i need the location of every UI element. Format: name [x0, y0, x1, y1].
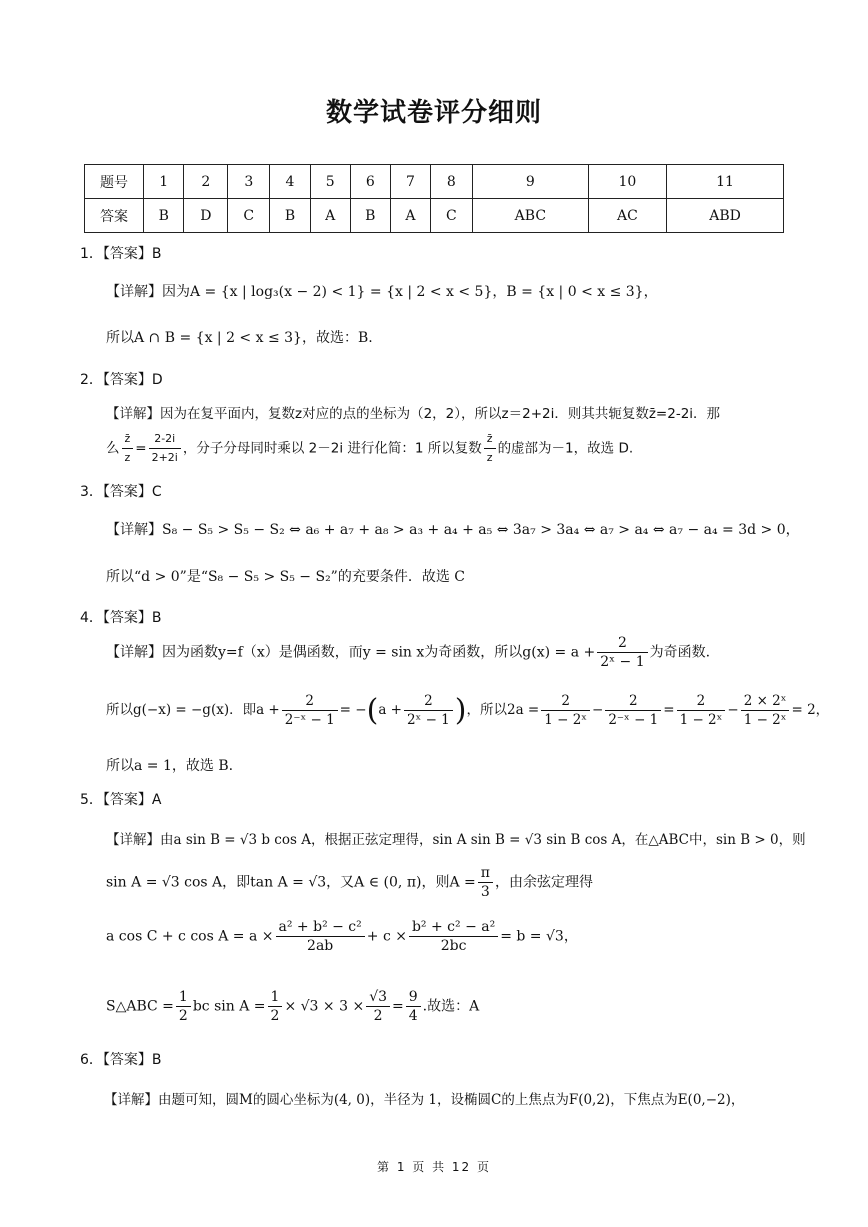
fraction-numerator: π: [478, 864, 493, 883]
table-cell: C: [430, 199, 472, 233]
q4-l2-text-c: a +: [378, 702, 402, 718]
table-cell: 3: [228, 165, 270, 199]
right-paren: ): [454, 693, 467, 728]
table-cell: 7: [391, 165, 431, 199]
fraction-denominator: 2ˣ − 1: [600, 654, 645, 670]
q4-l2-text-h: = 2，: [791, 702, 830, 718]
q5-detail-line-2: [106, 864, 593, 901]
fraction-numerator: 2 × 2ˣ: [741, 692, 790, 711]
table-cell: A: [310, 199, 350, 233]
q2-z-fraction: [484, 430, 496, 467]
q4-l1-text-a: 【详解】因为函数y=f（x）是偶函数，而y = sin x为奇函数，所以g(x) = a +: [106, 644, 596, 661]
fraction-numerator: 1: [268, 988, 283, 1007]
q4-l1-text-b: 为奇函数.: [649, 644, 711, 661]
table-cell: 5: [310, 165, 350, 199]
left-paren: (: [366, 693, 379, 728]
fraction-denominator: 1 − 2ˣ: [743, 712, 787, 728]
q4-detail-line-1: [106, 634, 710, 671]
fraction-numerator: 2: [677, 692, 726, 711]
q1-detail-line-2: 所以A ∩ B = {x | 2 < x ≤ 3}，故选：B.: [106, 330, 373, 346]
q3-answer-heading: 3．【答案】C: [80, 484, 162, 500]
table-cell: B: [350, 199, 390, 233]
q5-fraction: [276, 918, 365, 955]
fraction-numerator: 9: [406, 988, 421, 1007]
q5-fraction: [409, 918, 498, 955]
table-cell: 1: [144, 165, 184, 199]
fraction-numerator: 2: [404, 692, 453, 711]
q4-fraction: [282, 692, 338, 729]
fraction-denominator: 2: [270, 1008, 280, 1024]
table-cell: 6: [350, 165, 390, 199]
table-cell: 2: [184, 165, 228, 199]
fraction-denominator: 2ˣ − 1: [406, 712, 450, 728]
q2-text-a: 么: [106, 440, 120, 457]
q2-detail-line-1: 【详解】因为在复平面内，复数z对应的点的坐标为（2，2），所以z＝2+2i．则其共轭复数z̄=2-2i．那: [106, 406, 721, 422]
fraction-numerator: 2: [605, 692, 661, 711]
q5-detail-line-1: 【详解】由a sin B = √3 b cos A，根据正弦定理得，sin A sin B = √3 sin B cos A，在△ABC中，sin B > 0，则: [106, 832, 806, 848]
q3-detail-line-2: 所以“d > 0”是“S₈ − S₅ > S₅ − S₂”的充要条件．故选 C: [106, 569, 465, 585]
q4-l2-text-g: −: [727, 702, 739, 718]
fraction-numerator: 2: [282, 692, 338, 711]
q2-ratio-fraction: [122, 430, 134, 467]
q5-fraction: [366, 988, 390, 1025]
fraction-denominator: 4: [408, 1008, 418, 1024]
fraction-numerator: z̄: [484, 430, 496, 449]
fraction-denominator: 2⁻ˣ − 1: [284, 712, 335, 728]
q5-l2-text-a: sin A = √3 cos A，即tan A = √3，又A ∈ (0, π)，则A =: [106, 874, 476, 891]
q4-fraction: [741, 692, 790, 729]
fraction-numerator: z̄: [122, 430, 134, 449]
fraction-numerator: a² + b² − c²: [276, 918, 365, 937]
table-cell: D: [184, 199, 228, 233]
q4-fraction: [541, 692, 590, 729]
q5-detail-line-3: [106, 918, 578, 955]
q2-detail-line-2: [106, 430, 633, 467]
q5-fraction: [406, 988, 421, 1025]
fraction-denominator: 2: [373, 1008, 383, 1024]
fraction-numerator: 2: [541, 692, 590, 711]
q4-l2-text-b: = −: [339, 702, 367, 718]
q4-answer-heading: 4．【答案】B: [80, 610, 162, 626]
q4-l2-text-e: −: [592, 702, 604, 718]
q5-l2-text-b: ，由余弦定理得: [494, 874, 593, 891]
fraction-denominator: 2bc: [440, 938, 467, 954]
table-row: [85, 199, 784, 233]
q4-fraction: [677, 692, 726, 729]
q5-fraction: [268, 988, 283, 1025]
q6-detail-line-1: 【详解】由题可知，圆M的圆心坐标为(4, 0)，半径为 1，设椭圆C的上焦点为F(0,2)，下焦点为E(0,−2)，: [104, 1092, 745, 1108]
q2-eq: =: [135, 440, 147, 457]
q4-detail-line-3: 所以a = 1，故选 B.: [106, 758, 234, 774]
q6-answer-heading: 6．【答案】B: [80, 1052, 162, 1068]
table-cell: B: [144, 199, 184, 233]
q5-l4-text-b: bc sin A =: [192, 998, 266, 1015]
fraction-numerator: 2: [597, 634, 647, 653]
table-cell: ABC: [472, 199, 588, 233]
fraction-numerator: 2-2i: [149, 430, 181, 449]
q5-l3-text-c: = b = √3，: [500, 928, 578, 945]
q1-detail-line-1: 【详解】因为A = {x | log₃(x − 2) < 1} = {x | 2 < x < 5}，B = {x | 0 < x ≤ 3}，: [106, 284, 658, 300]
table-cell: 8: [430, 165, 472, 199]
table-row: [85, 165, 784, 199]
q4-fraction: [597, 634, 647, 671]
q5-detail-line-4: [106, 988, 479, 1025]
fraction-denominator: z: [124, 451, 131, 464]
fraction-denominator: 2⁻ˣ − 1: [608, 712, 659, 728]
q4-detail-line-2: [106, 692, 829, 729]
fraction-denominator: 2ab: [307, 938, 334, 954]
q3-detail-line-1: 【详解】S₈ − S₅ > S₅ − S₂ ⇔ a₆ + a₇ + a₈ > a₃ + a₄ + a₅ ⇔ 3a₇ > 3a₄ ⇔ a₇ > a₄ ⇔ a₇ − a₄ = 3d > 0，: [106, 522, 800, 538]
table-cell: ABD: [667, 199, 784, 233]
fraction-numerator: √3: [366, 988, 390, 1007]
table-cell: C: [228, 199, 270, 233]
q5-l4-text-e: .故选：A: [422, 998, 480, 1015]
q2-answer-heading: 2．【答案】D: [80, 372, 163, 388]
q5-answer-heading: 5．【答案】A: [80, 792, 162, 808]
table-cell: A: [391, 199, 431, 233]
fraction-denominator: 3: [480, 884, 490, 900]
fraction-denominator: 1 − 2ˣ: [544, 712, 588, 728]
fraction-denominator: z: [486, 451, 493, 464]
q2-text-b: ，分子分母同时乘以 2－2i 进行化简：1 所以复数: [182, 440, 482, 457]
q5-fraction: [176, 988, 191, 1025]
q4-l2-text-a: 所以g(−x) = −g(x)．即a +: [106, 702, 280, 718]
page-title: 数学试卷评分细则: [325, 98, 542, 128]
q4-l2-text-f: =: [663, 702, 675, 718]
row-label-answer: 答案: [85, 199, 144, 233]
fraction-numerator: b² + c² − a²: [409, 918, 498, 937]
q5-l4-text-d: =: [392, 998, 404, 1015]
fraction-denominator: 1 − 2ˣ: [679, 712, 723, 728]
q4-fraction: [404, 692, 453, 729]
q5-l4-text-c: × √3 × 3 ×: [284, 998, 365, 1015]
q4-fraction: [605, 692, 661, 729]
row-label-number: 题号: [85, 165, 144, 199]
table-cell: AC: [588, 199, 666, 233]
q1-answer-heading: 1．【答案】B: [80, 246, 162, 262]
q2-conj-fraction: [149, 430, 181, 467]
q2-text-c: 的虚部为－1，故选 D.: [497, 440, 634, 457]
table-cell: 11: [667, 165, 784, 199]
q5-l3-text-a: a cos C + c cos A = a ×: [106, 928, 274, 945]
table-cell: B: [270, 199, 310, 233]
q5-l4-text-a: S△ABC =: [106, 998, 174, 1015]
table-cell: 4: [270, 165, 310, 199]
table-cell: 9: [472, 165, 588, 199]
q4-l2-text-d: ，所以2a =: [466, 702, 540, 718]
fraction-denominator: 2+2i: [151, 451, 178, 464]
answer-table: [84, 164, 784, 233]
table-cell: 10: [588, 165, 666, 199]
fraction-denominator: 2: [178, 1008, 188, 1024]
q5-l3-text-b: + c ×: [366, 928, 407, 945]
page-footer: 第 1 页 共 12 页: [377, 1160, 491, 1174]
q5-fraction: [478, 864, 493, 901]
fraction-numerator: 1: [176, 988, 191, 1007]
